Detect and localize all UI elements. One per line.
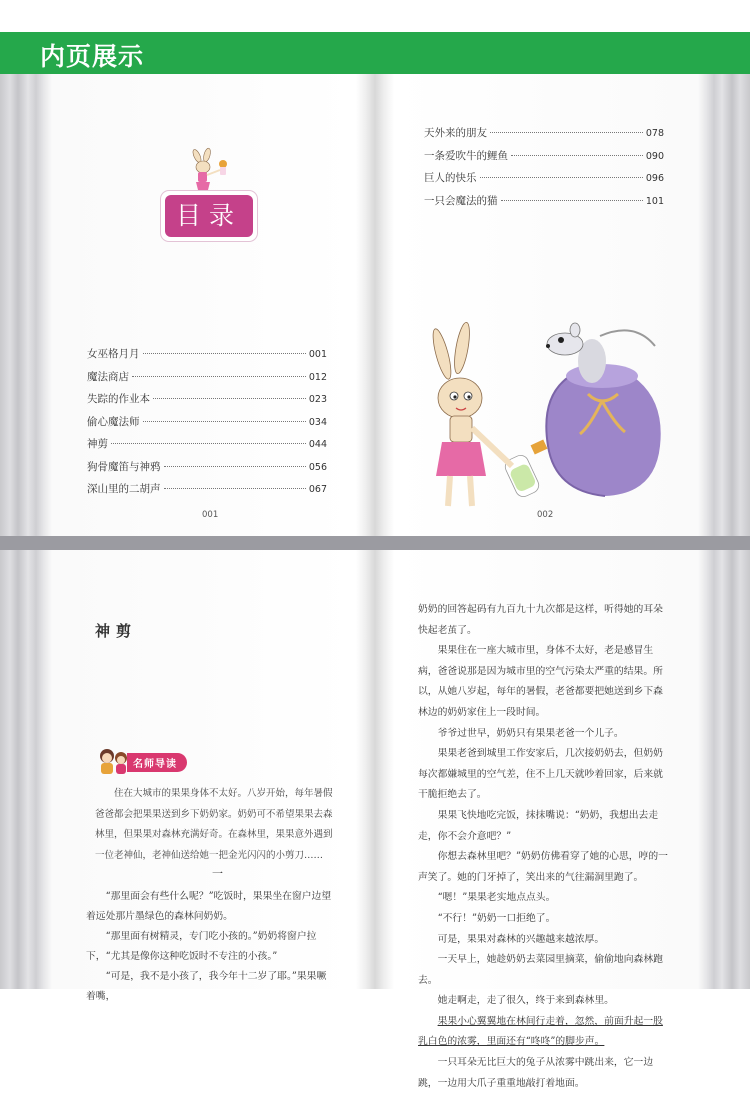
chapter-title: 神剪: [95, 622, 138, 640]
paragraph: 果果住在一座大城市里，身体不太好，老是感冒生病，爸爸说那是因为城市里的空气污染太严重的结果。所以，从她八岁起，每年的暑假，老爸都要把她送到乡下森林边的奶奶家住上一段时间。: [418, 645, 663, 718]
toc-item[interactable]: [87, 369, 327, 392]
toc-item[interactable]: [87, 414, 327, 437]
toc-item-page: 101: [645, 195, 664, 207]
toc-item-page: 096: [645, 173, 664, 184]
chapter-spread: [0, 550, 750, 1089]
toc-leader: [143, 353, 306, 354]
paragraph: “不行！”奶奶一口拒绝了。: [437, 912, 556, 924]
guide-paragraph: 住在大城市的果果身体不太好。八岁开始，每年暑假爸爸都会把果果送到乡下奶奶家。奶奶可不希望果果去森林里，但果果对森林充满好奇。在森林里，果果意外遇到一位老神仙，老神仙送给她一把金光闪闪的小剪刀……: [95, 788, 333, 861]
toc-item[interactable]: [87, 436, 327, 459]
toc-leader: [511, 155, 643, 156]
paragraph: 她走啊走，走了很久，终于来到森林里。: [437, 995, 614, 1007]
paragraph: 你想去森林里吧？”奶奶仿佛看穿了她的心思，哼的一声笑了。她的门牙掉了，笑出来的气往漏洞里跑了。: [418, 851, 668, 883]
toc-item-title: 魔法商店: [87, 370, 129, 383]
spread-divider: [0, 536, 750, 550]
toc-item[interactable]: [87, 459, 327, 482]
toc-title-box: [161, 191, 257, 241]
toc-leader: [164, 466, 306, 467]
toc-item[interactable]: [87, 481, 327, 504]
page-number: 002: [537, 510, 554, 520]
toc-item-title: 一只会魔法的猫: [424, 194, 498, 207]
bunny-waiter-illustration: [183, 150, 235, 194]
toc-item-page: 090: [645, 150, 664, 162]
paragraph: “那里面会有些什么呢？”吃饭时，果果坐在窗户边望着远处那片墨绿色的森林问奶奶。: [86, 891, 332, 922]
paragraph: “可是，我不是小孩了，我今年十二岁了耶。”果果噘着嘴，: [86, 971, 327, 1002]
toc-item-title: 神剪: [87, 438, 108, 450]
guide-label: 名师导读: [127, 753, 187, 772]
toc-item-page: 023: [308, 394, 327, 405]
paragraph: “嗯！”果果老实地点点头。: [437, 892, 556, 904]
rabbit-and-mouse-illustration: [420, 316, 680, 516]
toc-item[interactable]: [424, 170, 664, 193]
toc-item-page: 056: [308, 461, 327, 473]
toc-item-title: 女巫格月月: [87, 348, 140, 360]
toc-item[interactable]: [424, 148, 664, 171]
toc-spread: [0, 74, 750, 536]
paragraph: 果果老爸到城里工作安家后，几次接奶奶去，但奶奶每次都嫌城里的空气差，住不上几天就吵着回家，后来就干脆拒绝去了。: [418, 748, 663, 801]
toc-leader: [480, 177, 643, 178]
body-text-right: [418, 600, 670, 1094]
toc-item-page: 078: [645, 128, 664, 139]
paragraph: 可是，果果对森林的兴趣越来越浓厚。: [437, 933, 605, 945]
toc-item-page: 001: [308, 349, 327, 360]
guide-text: [95, 784, 337, 866]
toc-item-page: 034: [308, 416, 327, 428]
paragraph: 一只耳朵无比巨大的兔子从浓雾中跳出来，它一边跳，一边用大爪子重重地敲打着地面。: [418, 1057, 654, 1089]
paragraph: 果果飞快地吃完饭，抹抹嘴说：“奶奶，我想出去走走，你不会介意吧？”: [418, 809, 659, 842]
top-margin: [0, 0, 750, 32]
underlined-paragraph: 果果小心翼翼地在林间行走着，忽然，前面升起一股乳白色的浓雾，里面还有“咚咚”的脚步声。: [418, 1015, 663, 1048]
toc-leader: [490, 132, 643, 133]
page-number: 001: [202, 510, 219, 520]
toc-item-title: 一条爱吹牛的鲤鱼: [424, 149, 508, 162]
toc-title: 目录: [165, 195, 253, 237]
guide-badge: [95, 746, 205, 776]
banner: [0, 32, 750, 74]
paragraph: 奶奶的回答起码有九百九十九次都是这样，听得她的耳朵快起老茧了。: [418, 604, 663, 636]
toc-item-title: 深山里的二胡声: [87, 483, 161, 495]
toc-item[interactable]: [87, 346, 327, 369]
toc-item[interactable]: [87, 391, 327, 414]
toc-item[interactable]: [424, 125, 664, 148]
toc-item[interactable]: [424, 193, 664, 216]
paragraph: 一天早上，她趁奶奶去菜园里摘菜，偷偷地向森林跑去。: [418, 954, 663, 986]
toc-item-title: 失踪的作业本: [87, 393, 150, 405]
toc-item-page: 067: [308, 484, 327, 495]
toc-item-title: 巨人的快乐: [424, 172, 477, 184]
toc-leader: [164, 488, 306, 489]
section-mark: 一: [212, 867, 223, 880]
toc-leader: [153, 398, 306, 399]
body-text-left: [86, 887, 336, 1007]
toc-list-left: [87, 346, 327, 504]
paragraph: “那里面有树精灵，专门吃小孩的。”奶奶将窗户拉下，“尤其是像你这种吃饭时不专注的小孩。”: [86, 931, 317, 962]
toc-item-page: 012: [308, 371, 327, 383]
toc-item-title: 偷心魔法师: [87, 415, 140, 428]
toc-list-right: [424, 125, 664, 215]
toc-item-title: 狗骨魔笛与神鸦: [87, 460, 161, 473]
toc-leader: [111, 443, 306, 444]
banner-title: 内页展示: [40, 42, 145, 71]
toc-leader: [501, 200, 643, 201]
toc-leader: [132, 376, 306, 377]
toc-leader: [143, 421, 306, 422]
toc-item-page: 044: [308, 439, 327, 450]
toc-item-title: 天外来的朋友: [424, 127, 487, 139]
paragraph: 爷爷过世早，奶奶只有果果老爸一个儿子。: [437, 727, 624, 739]
